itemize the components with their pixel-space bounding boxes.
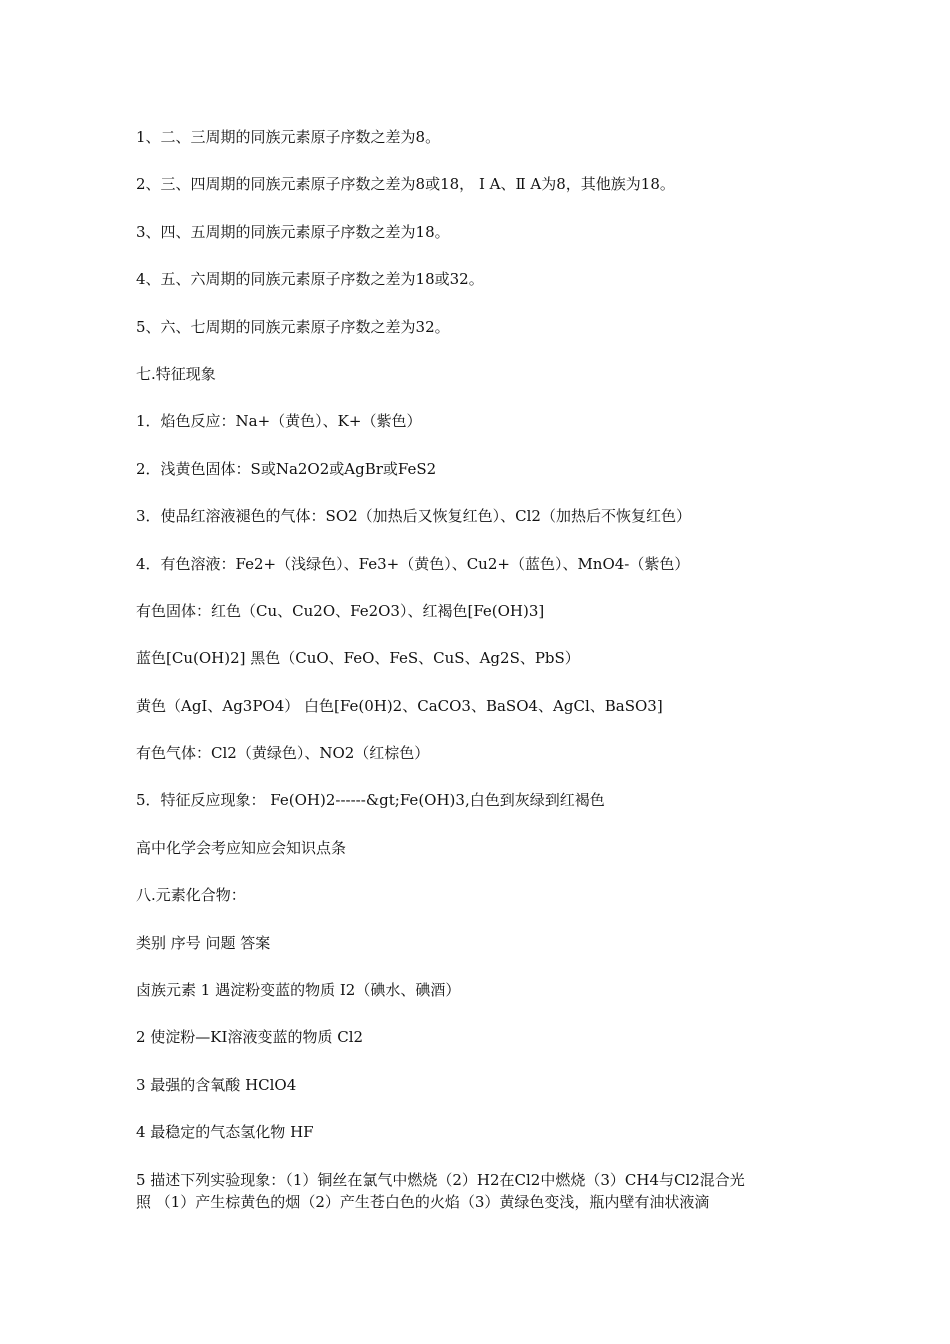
text-line-3: 3、四、五周期的同族元素原子序数之差为18。: [136, 222, 450, 241]
text-line-flame: 1．焰色反应：Na+（黄色）、K+（紫色）: [136, 412, 422, 431]
text-line-blue-black: 蓝色[Cu(OH)2] 黑色（CuO、FeO、FeS、CuS、Ag2S、PbS）: [136, 649, 580, 668]
text-line-1: 1、二、三周期的同族元素原子序数之差为8。: [136, 128, 441, 146]
section-heading-8: 八.元素化合物：: [136, 886, 246, 905]
text-line-4: 4、五、六周期的同族元素原子序数之差为18或32。: [136, 270, 484, 289]
table-row-3: 3 最强的含氧酸 HClO4: [136, 1075, 297, 1094]
text-line-yellow-solid: 2．浅黄色固体：S或Na2O2或AgBr或FeS2: [136, 459, 437, 478]
text-line-colored-solid: 有色固体：红色（Cu、Cu2O、Fe2O3）、红褐色[Fe(OH)3]: [136, 601, 545, 620]
text-line-2: 2、三、四周期的同族元素原子序数之差为8或18， Ⅰ A、Ⅱ A为8，其他族为18。: [136, 175, 675, 194]
table-header-line: 类别 序号 问题 答案: [136, 933, 271, 952]
text-line-colored-solution: 4．有色溶液：Fe2+（浅绿色）、Fe3+（黄色）、Cu2+（蓝色）、MnO4-（紫色）: [136, 554, 690, 573]
document-title-line: 高中化学会考应知应会知识点条: [136, 838, 347, 857]
table-row-5-line-1: 5 描述下列实验现象：（1）铜丝在氯气中燃烧（2）H2在Cl2中燃烧（3）CH4与Cl2混合光: [136, 1170, 745, 1189]
text-line-bleach-gas: 3．使品红溶液褪色的气体：SO2（加热后又恢复红色）、Cl2（加热后不恢复红色）: [136, 507, 691, 526]
text-line-yellow-white: 黄色（AgI、Ag3PO4） 白色[Fe(0H)2、CaCO3、BaSO4、AgCl、BaSO3]: [136, 696, 663, 715]
text-line-5: 5、六、七周期的同族元素原子序数之差为32。: [136, 317, 450, 336]
text-line-colored-gas: 有色气体：Cl2（黄绿色）、NO2（红棕色）: [136, 744, 430, 763]
section-heading-7: 七.特征现象: [136, 364, 216, 383]
document-body: [136, 126, 826, 1213]
table-row-2: 2 使淀粉—KI溶液变蓝的物质 Cl2: [136, 1028, 364, 1047]
table-row-5-line-2: 照 （1）产生棕黄色的烟（2）产生苍白色的火焰（3）黄绿色变浅，瓶内壁有油状液滴: [136, 1192, 710, 1211]
table-row-1: 卤族元素 1 遇淀粉变蓝的物质 I2（碘水、碘酒）: [136, 981, 461, 1000]
text-line-reaction: 5．特征反应现象： Fe(OH)2------&gt;Fe(OH)3,白色到灰绿到红褐色: [136, 791, 605, 810]
table-row-4: 4 最稳定的气态氢化物 HF: [136, 1123, 314, 1142]
